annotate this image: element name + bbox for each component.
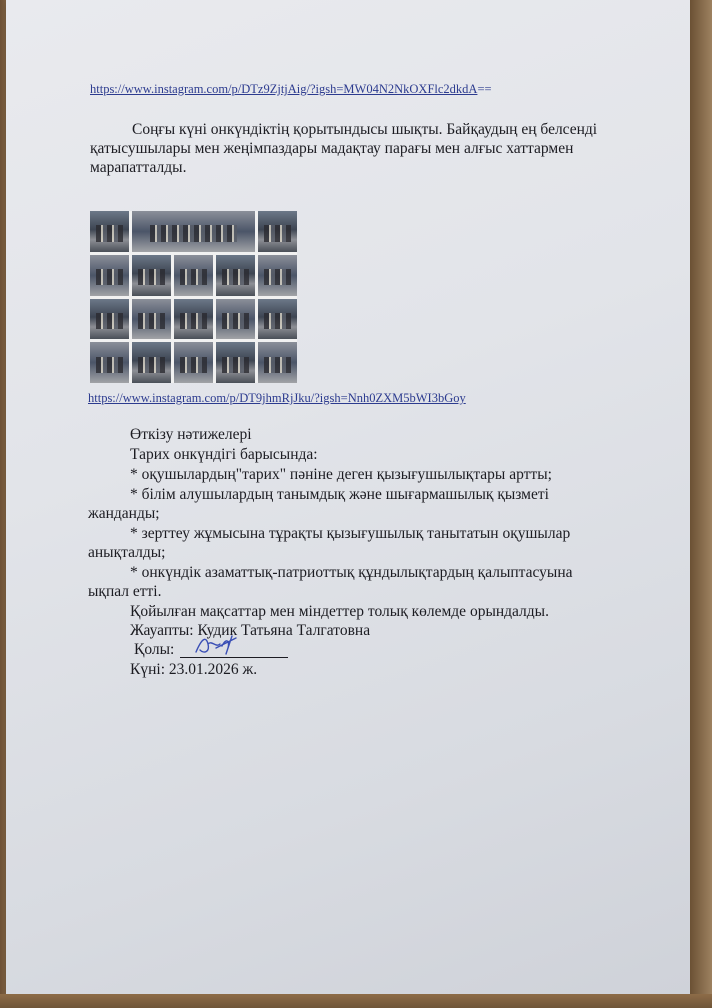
photo [258,342,297,383]
photo [132,342,171,383]
paper-sheet [6,0,690,994]
photo [132,211,255,252]
photo [132,299,171,340]
bullet-1: * оқушылардың"тарих" пәніне деген қызығушылықтары артты; [130,466,552,483]
photo [216,255,255,296]
instagram-link-2-row [88,389,466,407]
photo [174,342,213,383]
paragraph-line-2: қатысушылары мен жеңімпаздары мадақтау парағы мен алғыс хаттармен [90,140,574,157]
photo [258,299,297,340]
bullet-4-line-2: ықпал етті. [88,583,162,600]
bullet-3-line-1: * зерттеу жұмысына тұрақты қызығушылық танытатын оқушылар [130,525,571,542]
table-bottom-edge [0,994,712,1008]
paragraph-line-3: марапатталды. [90,159,187,176]
bullet-2-line-1: * білім алушылардың танымдық және шығармашылық қызметі [130,486,549,503]
photo [174,255,213,296]
instagram-link-2[interactable]: https://www.instagram.com/p/DT9jhmRjJku/?igsh=Nnh0ZXM5bWI3bGoy [88,391,466,405]
photo [258,255,297,296]
responsible-person: Жауапты: Кудик Татьяна Талгатовна [130,622,371,639]
results-intro: Тарих онкүндігі барысында: [130,446,318,463]
photo [132,255,171,296]
bullet-3-line-2: анықталды; [88,544,166,561]
photo [90,255,129,296]
results-title: Өткізу нәтижелері [130,426,252,443]
photo [258,211,297,252]
paper-fold-edge [690,0,712,1008]
bullet-4-line-1: * онкүндік азаматтық-патриоттық құндылықтардың қалыптасуына [130,564,573,581]
instagram-link-1-suffix: == [477,82,492,96]
paragraph-line-1: Соңғы күні онкүндіктің қорытындысы шықты. Байқаудың ең белсенді [132,121,598,138]
signature-label: Қолы: [134,641,175,658]
photo [216,299,255,340]
photo [90,211,129,252]
photo [216,342,255,383]
conclusion: Қойылған мақсаттар мен міндеттер толық көлемде орындалды. [130,603,549,620]
instagram-link-1[interactable]: https://www.instagram.com/p/DTz9ZjtjAig/?igsh=MW04N2NkOXFlc2dkdA [90,82,478,96]
bullet-2-line-2: жанданды; [88,505,160,522]
date: Күні: 23.01.2026 ж. [130,661,258,678]
handwritten-signature [192,632,244,658]
instagram-link-1-row [90,80,492,98]
photo-collage [90,211,297,383]
photo [90,342,129,383]
photo [174,299,213,340]
photo [90,299,129,340]
